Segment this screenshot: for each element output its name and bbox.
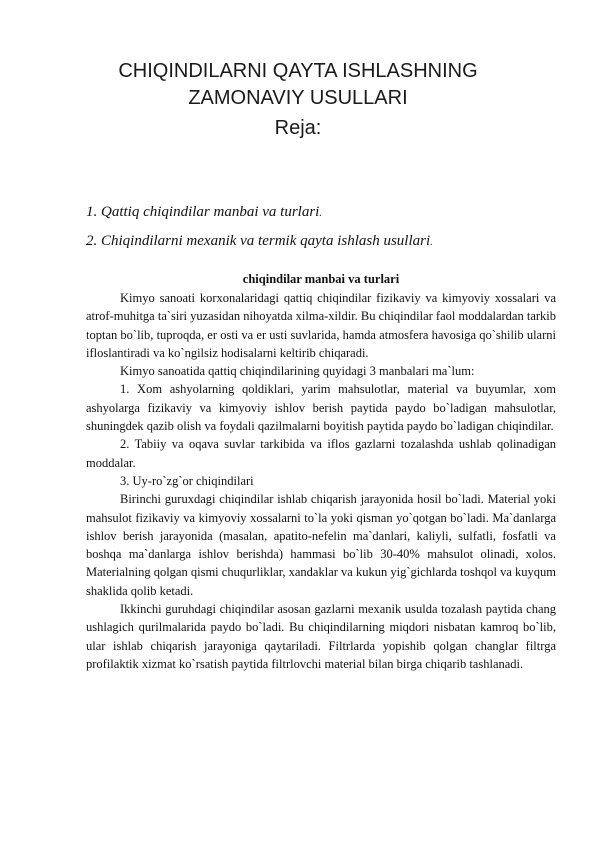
- body-text: [86, 289, 556, 673]
- paragraph: Birinchi guruxdagi chiqindilar ishlab chiqarish jarayonida hosil bo`ladi. Material yoki mahsulot fizikaviy va kimyoviy xossalarni to`la yoki qisman yo`qotgan bo`ladi. Ma`danlarga ishlov berish jarayonida (masalan, apatito-nefelin ma`danlari, kaliyli, sulfatli, fosfatli va boshqa ma`danlarga ishlov berishda) hammasi bo`lib 30-40% mahsulot olinadi, xolos. Materialning qolgan qismi chuqurliklar, xandaklar va kukun yig`gichlarda toshqol va kuyqum shaklida qolib ketadi.: [86, 492, 556, 598]
- section-heading: chiqindilar manbai va turlari: [242, 272, 400, 286]
- plan-heading: Reja:: [274, 117, 322, 139]
- paragraph: Ikkinchi guruhdagi chiqindilar asosan gazlarni mexanik usulda tozalash paytida chang ushlagich qurilmalarida paydo bo`ladi. Bu chiqindilarning miqdori nisbatan kamroq bo`lib, ular ishlab chiqarish jarayoniga qaytariladi. Filtrlarda yopishib qolgan changlar filtrga profilaktik xizmat ko`rsatish paytida filtrlovchi material bilan birga chiqarib tashlanadi.: [86, 602, 556, 671]
- plan-item-2-end: .: [430, 237, 433, 248]
- plan-item-1: [86, 204, 556, 221]
- paragraph: Kimyo sanoatida qattiq chiqindilarining quyidagi 3 manbalari ma`lum:: [120, 364, 475, 379]
- paragraph: Kimyo sanoati korxonalaridagi qattiq chiqindilar fizikaviy va kimyoviy xossalari va atrof-muhitga ta`siri yuzasidan nihoyatda xilma-xildir. Bu chiqindilar faol moddalardan tarkib toptan bo`lib, tuproqda, er osti va er usti suvlarida, hamda atmosfera havosiga qo`shilib ularni ifloslantiradi va ko`ngilsiz hodisalarni keltirib chiqaradi.: [86, 291, 557, 360]
- paragraph: 2. Tabiiy va oqava suvlar tarkibida va iflos gazlarni tozalashda ushlab qolinadigan moddalar.: [86, 437, 556, 470]
- plan-item-1-text: 1. Qattiq chiqindilar manbai va turlari: [86, 204, 320, 220]
- document-title: CHIQINDILARNI QAYTA ISHLASHNING ZAMONAVIY USULLARI: [118, 60, 478, 109]
- paragraph: 3. Uy-ro`zg`or chiqindilari: [120, 473, 254, 488]
- plan-item-1-end: .: [319, 208, 322, 219]
- plan-item-2-text: 2. Chiqindilarni mexanik va termik qayta ishlash usullari: [86, 233, 431, 249]
- paragraph: 1. Xom ashyolarning qoldiklari, yarim mahsulotlar, material va buyumlar, xom ashyolarga fizikaviy va kimyoviy ishlov berish paytida paydo bo`ladigan mahsulotlar, shuningdek qazib olish va foydali qazilmalarni boyitish paytida paydo bo`ladigan chiqindilar.: [86, 382, 556, 434]
- plan-item-2: [86, 233, 556, 250]
